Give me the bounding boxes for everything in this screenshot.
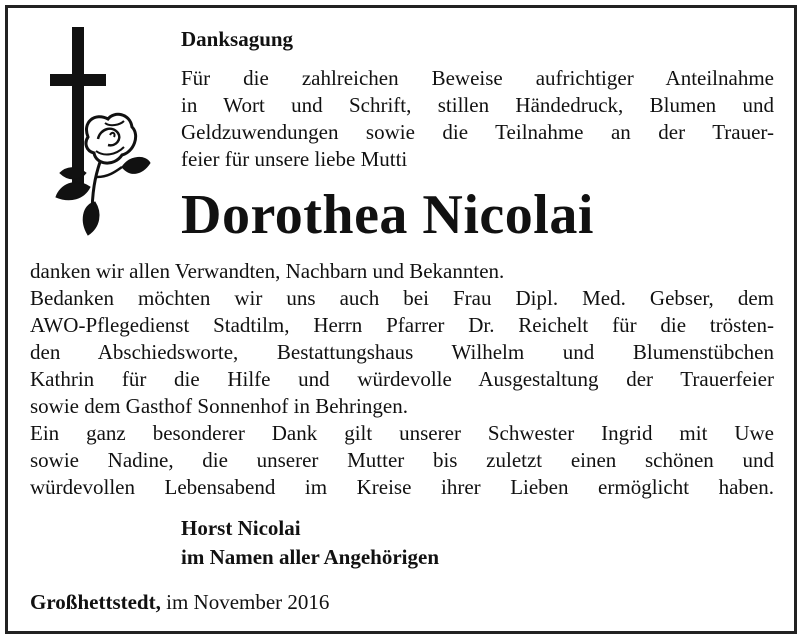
intro-line: Geldzuwendungen sowie die Teilnahme an der Trauer-: [181, 120, 774, 144]
body-line: Ein ganz besonderer Dank gilt unserer Schwester Ingrid mit Uwe: [30, 421, 774, 445]
body-line: AWO-Pflegedienst Stadtilm, Herrn Pfarrer Dr. Reichelt für die trösten-: [30, 313, 774, 337]
rose-icon: [56, 114, 150, 235]
body-line: sowie Nadine, die unserer Mutter bis zuletzt einen schönen und: [30, 448, 774, 472]
body-line: danken wir allen Verwandten, Nachbarn und Bekannten.: [30, 259, 505, 283]
signature: [181, 514, 439, 572]
date: im November 2016: [160, 590, 330, 614]
body-line: Kathrin für die Hilfe und würdevolle Ausgestaltung der Trauerfeier: [30, 367, 774, 391]
heading: Danksagung: [181, 27, 294, 51]
place: Großhettstedt,: [30, 590, 161, 614]
body-line: sowie dem Gasthof Sonnenhof in Behringen.: [30, 394, 408, 418]
body-line: den Abschiedsworte, Bestattungshaus Wilhelm und Blumenstübchen: [30, 340, 774, 364]
intro-paragraph: [181, 65, 774, 173]
body-line: würdevollen Lebensabend im Kreise ihrer Lieben ermöglicht haben.: [30, 475, 774, 499]
place-date: [30, 587, 329, 617]
cross-and-rose-symbol: [50, 27, 155, 242]
body-line: Bedanken möchten wir uns auch bei Frau Dipl. Med. Gebser, dem: [30, 286, 774, 310]
body-paragraph: [30, 258, 774, 501]
signature-name: Horst Nicolai: [181, 516, 301, 540]
intro-line: in Wort und Schrift, stillen Händedruck, Blumen und: [181, 93, 774, 117]
intro-line: feier für unsere liebe Mutti: [181, 147, 408, 171]
deceased-name: Dorothea Nicolai: [181, 184, 594, 246]
signature-line: im Namen aller Angehörigen: [181, 545, 440, 569]
intro-line: Für die zahlreichen Beweise aufrichtiger Anteilnahme: [181, 66, 774, 90]
